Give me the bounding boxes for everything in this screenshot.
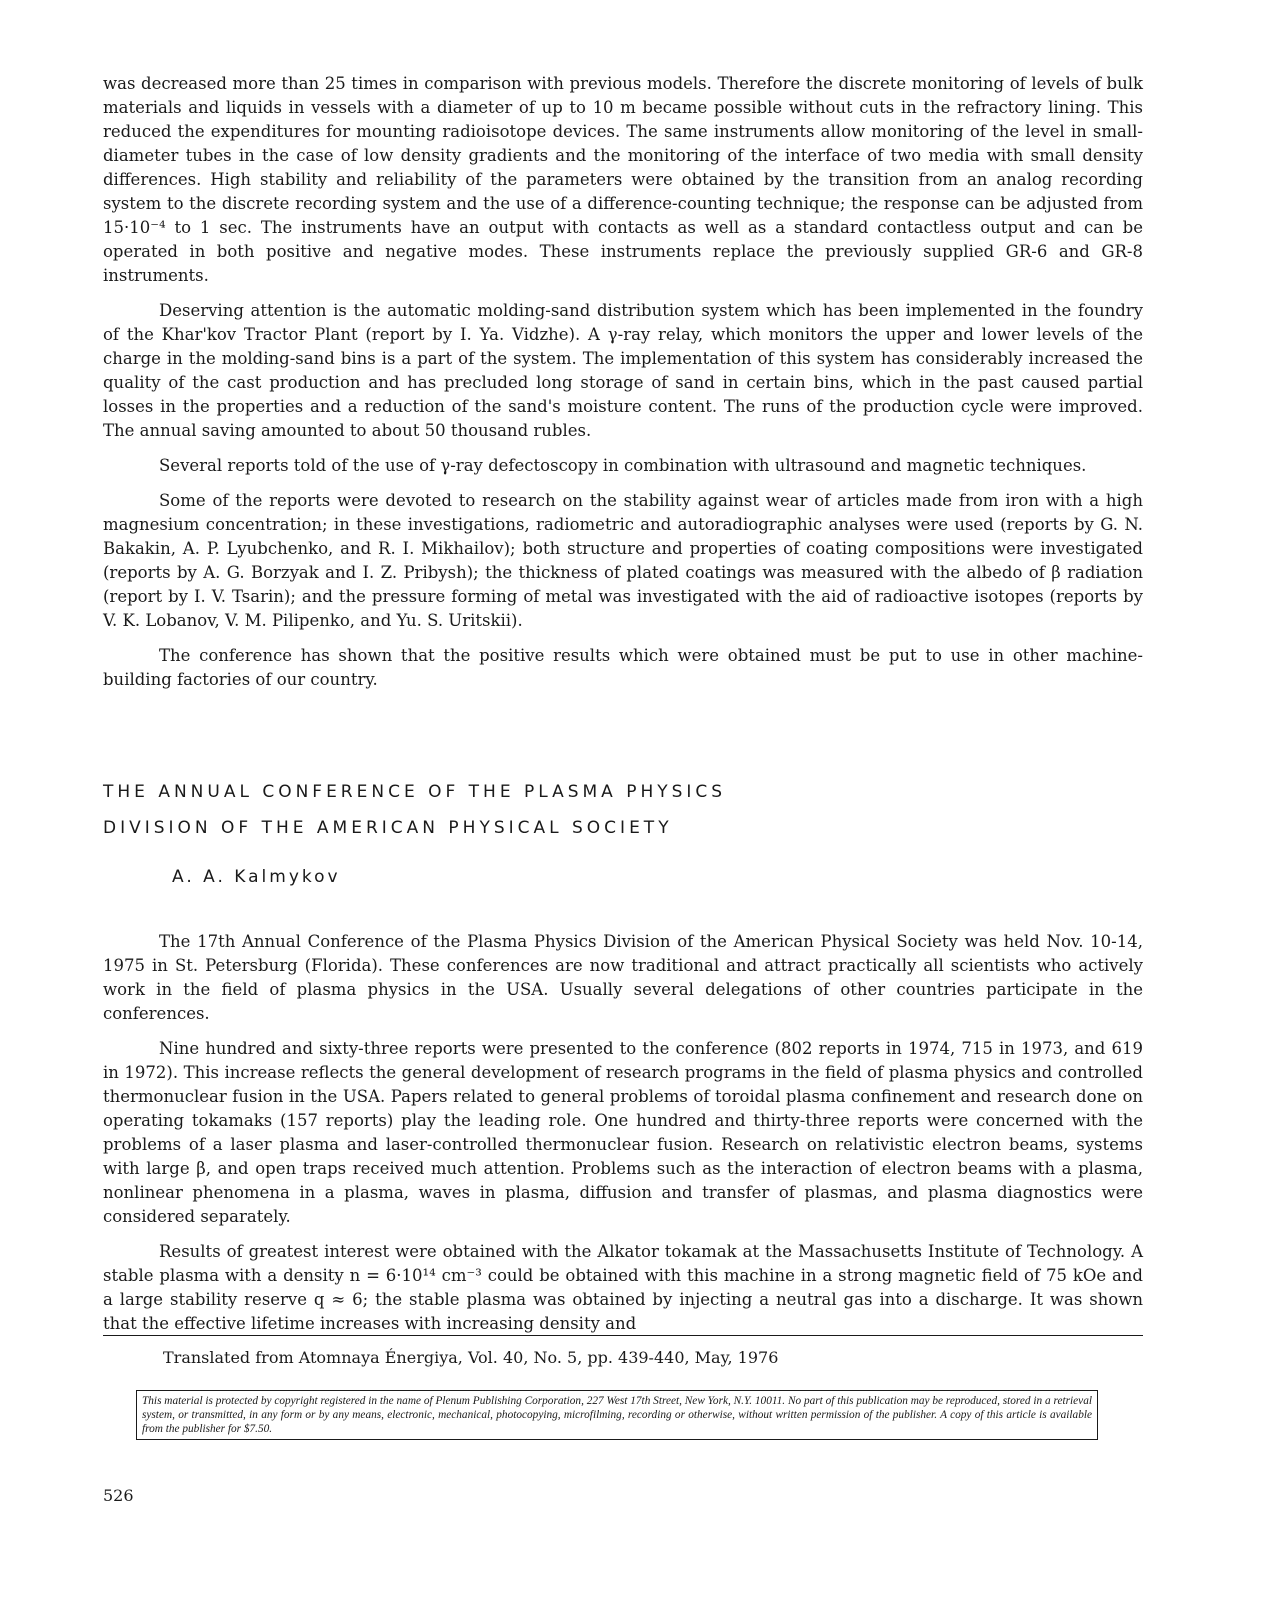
paragraph: Results of greatest interest were obtained with the Alkator tokamak at the Massachusetts Institute of Technology. A stable plasma with a density n = 6·10¹⁴ cm⁻³ could be obtained with this machine in a strong magnetic field of 75 kOe and a large stability reserve q ≈ 6; the stable plasma was obtained by injecting a neutral gas into a discharge. It was shown that the effective lifetime increases with increasing density and bbox=[103, 1242, 1143, 1333]
article-author: A. A. Kalmykov bbox=[172, 867, 341, 887]
translation-source-note: Translated from Atomnaya Énergiya, Vol. 40, No. 5, pp. 439-440, May, 1976 bbox=[163, 1348, 779, 1367]
footnote-divider bbox=[103, 1335, 1143, 1336]
copyright-notice: This material is protected by copyright registered in the name of Plenum Publishing Corporation, 227 West 17th Street, New York, N.Y. 10011. No part of this publication may be reproduced, stored in a retrieval system, or transmitted, in any form or by any means, electronic, mechanical, photocopying, microfilming, recording or otherwise, without written permission of the publisher. A copy of this article is available from the publisher for $7.50. bbox=[136, 1390, 1098, 1440]
paragraph: Several reports told of the use of γ-ray defectoscopy in combination with ultrasound and magnetic techniques. bbox=[159, 456, 1087, 475]
paragraph: Deserving attention is the automatic molding-sand distribution system which has been implemented in the foundry of the Khar'kov Tractor Plant (report by I. Ya. Vidzhe). A γ-ray relay, which monitors the upper and lower levels of the charge in the molding-sand bins is a part of the system. The implementation of this system has considerably increased the quality of the cast production and has precluded long storage of sand in certain bins, which in the past caused partial losses in the properties and a reduction of the sand's moisture content. The runs of the production cycle were improved. The annual saving amounted to about 50 thousand rubles. bbox=[103, 301, 1143, 440]
paragraph: The 17th Annual Conference of the Plasma Physics Division of the American Physical Society was held Nov. 10-14, 1975 in St. Petersburg (Florida). These conferences are now traditional and attract practically all scientists who actively work in the field of plasma physics in the USA. Usually several delegations of other countries participate in the conferences. bbox=[103, 932, 1143, 1023]
paragraph: The conference has shown that the positive results which were obtained must be put to use in other machine-building factories of our country. bbox=[103, 646, 1143, 689]
paragraph: was decreased more than 25 times in comparison with previous models. Therefore the discrete monitoring of levels of bulk materials and liquids in vessels with a diameter of up to 10 m became possible without cuts in the refractory lining. This reduced the expenditures for mounting radioisotope devices. The same instruments allow monitoring of the level in small-diameter tubes in the case of low density gradients and the monitoring of the interface of two media with small density differences. High stability and reliability of the parameters were obtained by the transition from an analog recording system to the discrete recording system and the use of a difference-counting technique; the response can be adjusted from 15·10⁻⁴ to 1 sec. The instruments have an output with contacts as well as a standard contactless output and can be operated in both positive and negative modes. These instruments replace the previously supplied GR-6 and GR-8 instruments. bbox=[103, 74, 1143, 285]
article-body bbox=[103, 930, 1143, 1347]
article-title-line-2: DIVISION OF THE AMERICAN PHYSICAL SOCIETY bbox=[103, 818, 673, 838]
page-number: 526 bbox=[103, 1486, 134, 1505]
paragraph: Some of the reports were devoted to research on the stability against wear of articles made from iron with a high magnesium concentration; in these investigations, radiometric and autoradiographic analyses were used (reports by G. N. Bakakin, A. P. Lyubchenko, and R. I. Mikhailov); both structure and properties of coating compositions were investigated (reports by A. G. Borzyak and I. Z. Pribysh); the thickness of plated coatings was measured with the albedo of β radiation (report by I. V. Tsarin); and the pressure forming of metal was investigated with the aid of radioactive isotopes (reports by V. K. Lobanov, V. M. Pilipenko, and Yu. S. Uritskii). bbox=[103, 491, 1143, 630]
previous-article-continuation bbox=[103, 72, 1143, 703]
paragraph: Nine hundred and sixty-three reports were presented to the conference (802 reports in 1974, 715 in 1973, and 619 in 1972). This increase reflects the general development of research programs in the field of plasma physics and controlled thermonuclear fusion in the USA. Papers related to general problems of toroidal plasma confinement and research done on operating tokamaks (157 reports) play the leading role. One hundred and thirty-three reports were concerned with the problems of a laser plasma and laser-controlled thermonuclear fusion. Research on relativistic electron beams, systems with large β, and open traps received much attention. Problems such as the interaction of electron beams with a plasma, nonlinear phenomena in a plasma, waves in plasma, diffusion and transfer of plasmas, and plasma diagnostics were considered separately. bbox=[103, 1039, 1143, 1226]
article-title-line-1: THE ANNUAL CONFERENCE OF THE PLASMA PHYSICS bbox=[103, 782, 727, 802]
